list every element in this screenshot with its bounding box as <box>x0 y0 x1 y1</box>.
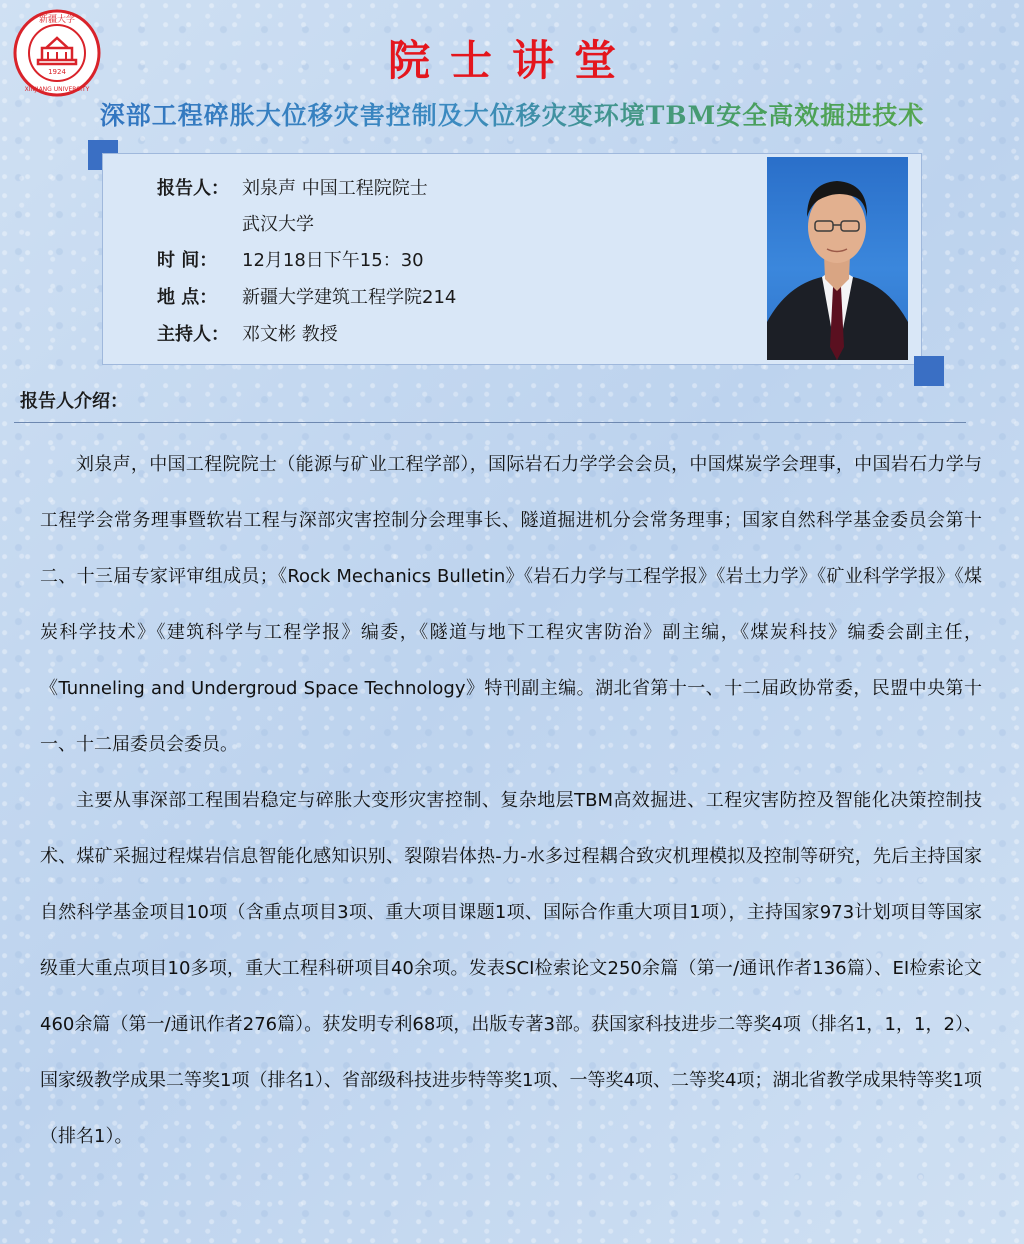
info-host <box>157 320 338 346</box>
host-label: 主持人： <box>157 324 229 345</box>
speaker-bio <box>40 437 982 1165</box>
info-affiliation <box>157 210 314 236</box>
divider <box>14 422 966 423</box>
host-value: 邓文彬 教授 <box>242 324 338 345</box>
lecture-subtitle: 深部工程碎胀大位移灾害控制及大位移灾变环境TBM安全高效掘进技术 <box>0 96 1024 132</box>
page-title: 院士讲堂 <box>387 36 636 85</box>
logo-cn-text: 新疆大学 <box>38 15 76 25</box>
decorative-square-bottom-right <box>914 356 944 386</box>
info-place <box>157 283 456 309</box>
logo-year: 1924 <box>48 68 66 76</box>
time-label: 时 间： <box>157 250 218 271</box>
time-value: 12月18日下午15：30 <box>242 250 424 271</box>
info-time <box>157 246 424 272</box>
speaker-value: 刘泉声 中国工程院院士 <box>242 178 428 199</box>
affiliation-value: 武汉大学 <box>242 214 314 235</box>
info-speaker <box>157 174 428 200</box>
speaker-label: 报告人： <box>157 178 229 199</box>
logo-en-text: XINJIANG UNIVERSITY <box>24 86 90 93</box>
speaker-portrait <box>767 157 908 360</box>
place-value: 新疆大学建筑工程学院214 <box>242 287 457 308</box>
place-label: 地 点： <box>157 287 218 308</box>
bio-paragraph-1: 刘泉声，中国工程院院士（能源与矿业工程学部），国际岩石力学学会会员，中国煤炭学会理事，中国岩石力学与工程学会常务理事暨软岩工程与深部灾害控制分会理事长、隧道掘进机分会常务理事；国家自然科学基金委员会第十二、十三届专家评审组成员；《Rock Mechanics Bulletin》《岩石力学与工程学报》《岩土力学》《矿业科学学报》《煤炭科学技术》《建筑科学与工程学报》编委，《隧道与地下工程灾害防治》副主编，《煤炭科技》编委会副主任，《Tunneling and Undergroud Space Technology》特刊副主编。湖北省第十一、十二届政协常委，民盟中央第十一、十二届委员会委员。 <box>40 454 982 755</box>
bio-heading: 报告人介绍： <box>20 391 128 412</box>
bio-paragraph-2: 主要从事深部工程围岩稳定与碎胀大变形灾害控制、复杂地层TBM高效掘进、工程灾害防控及智能化决策控制技术、煤矿采掘过程煤岩信息智能化感知识别、裂隙岩体热-力-水多过程耦合致灾机理模拟及控制等研究，先后主持国家自然科学基金项目10项（含重点项目3项、重大项目课题1项、国际合作重大项目1项），主持国家973计划项目等国家级重大重点项目10多项，重大工程科研项目40余项。发表SCI检索论文250余篇（第一/通讯作者136篇）、EI检索论文460余篇（第一/通讯作者276篇）。获发明专利68项，出版专著3部。获国家科技进步二等奖4项（排名1，1，1，2）、国家级教学成果二等奖1项（排名1）、省部级科技进步特等奖1项、一等奖4项、二等奖4项；湖北省教学成果特等奖1项（排名1）。 <box>40 790 982 1147</box>
